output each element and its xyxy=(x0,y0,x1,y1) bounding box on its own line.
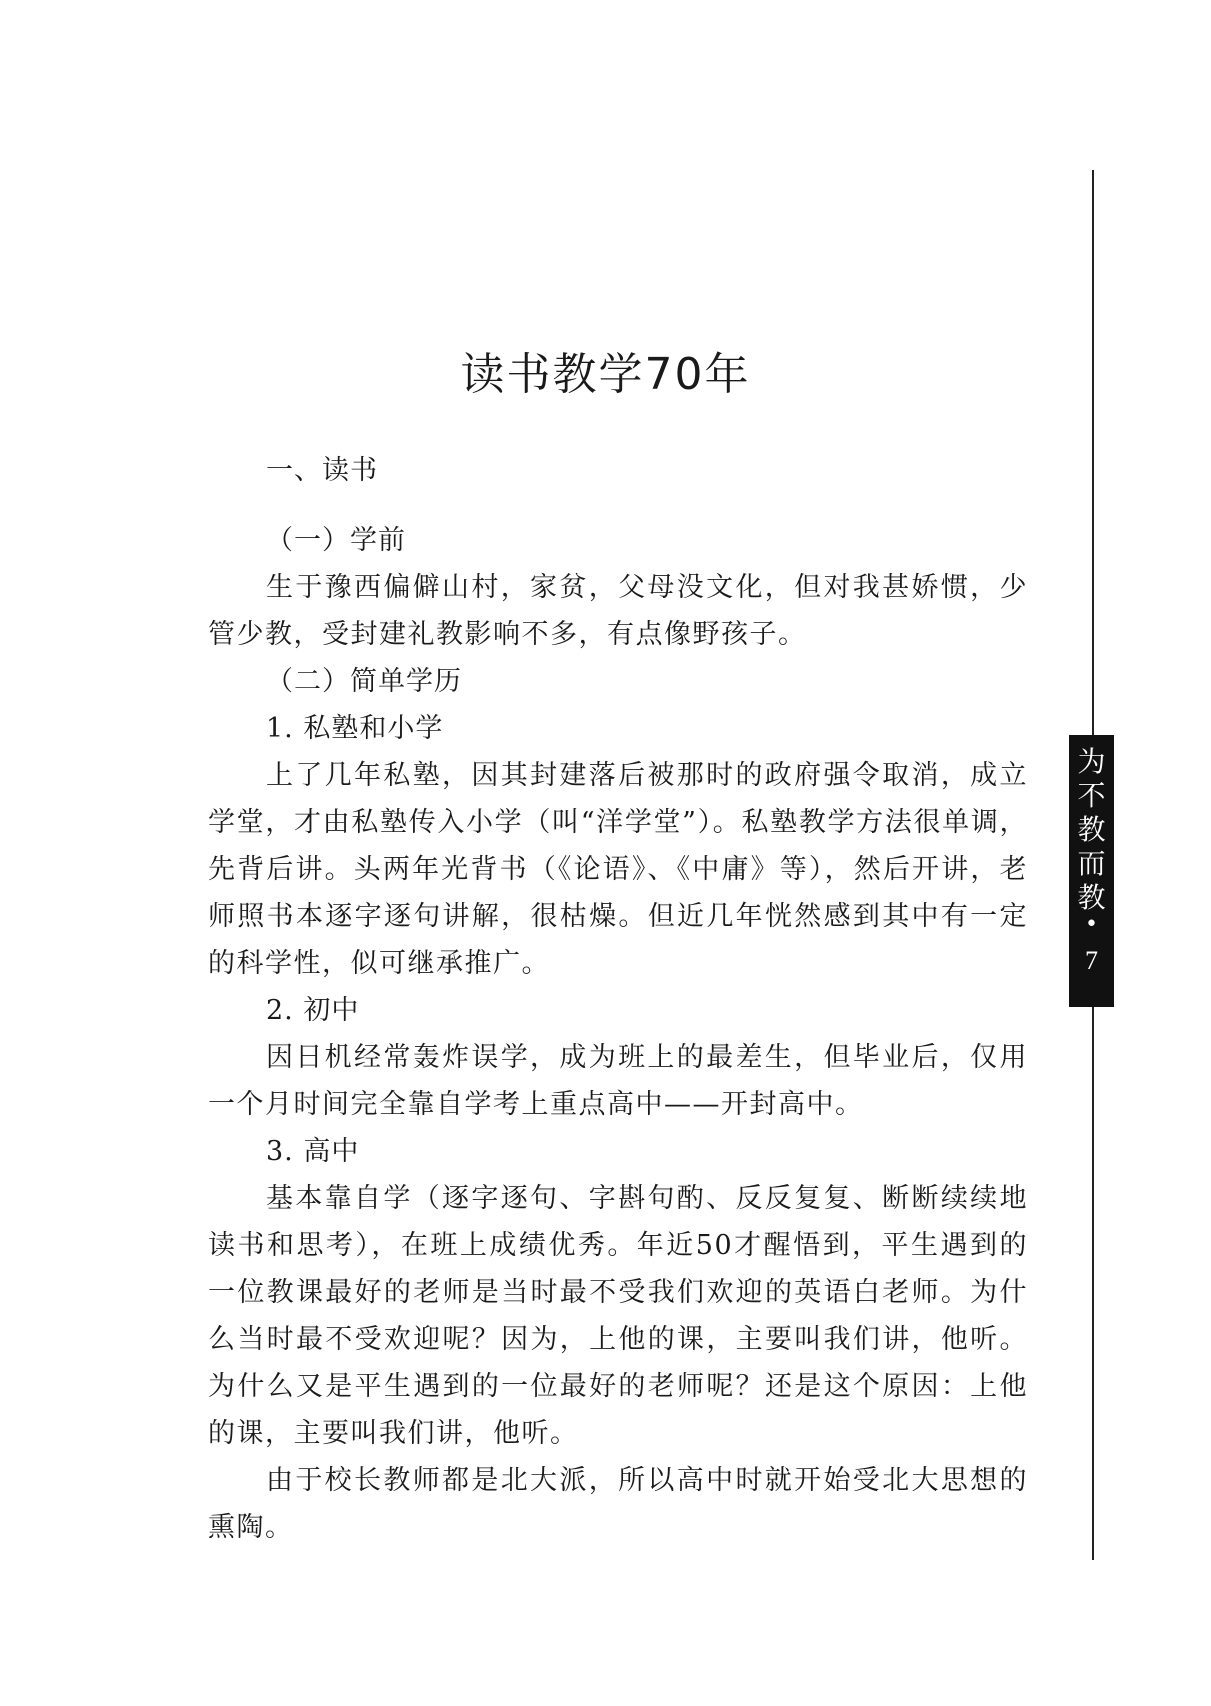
side-tab-char: 不 xyxy=(1077,779,1106,812)
section-heading: 一、读书 xyxy=(266,455,378,486)
page-number: 7 xyxy=(1085,946,1098,975)
page-title: 读书教学70年 xyxy=(460,349,751,400)
subsection-heading: （一）学前 xyxy=(266,525,406,556)
side-tab-dot: • xyxy=(1085,912,1098,937)
side-tab xyxy=(1069,735,1114,1007)
side-tab-char: 为 xyxy=(1077,745,1106,778)
item-heading: 1. 私塾和小学 xyxy=(266,713,444,744)
side-tab-char: 而 xyxy=(1077,847,1106,880)
body-text xyxy=(208,447,1028,1551)
subsection-heading: （二）简单学历 xyxy=(266,666,462,697)
item-heading: 2. 初中 xyxy=(266,995,360,1026)
paragraph: 因日机经常轰炸误学，成为班上的最差生，但毕业后，仅用一个月时间完全靠自学考上重点高中——开封高中。 xyxy=(208,1042,1028,1120)
paragraph: 由于校长教师都是北大派，所以高中时就开始受北大思想的熏陶。 xyxy=(208,1465,1028,1543)
paragraph: 基本靠自学（逐字逐句、字斟句酌、反反复复、断断续续地读书和思考），在班上成绩优秀。年近50才醒悟到，平生遇到的一位教课最好的老师是当时最不受我们欢迎的英语白老师。为什么当时最不受欢迎呢？因为，上他的课，主要叫我们讲，他听。为什么又是平生遇到的一位最好的老师呢？还是这个原因：上他的课，主要叫我们讲，他听。 xyxy=(208,1183,1028,1449)
side-tab-char: 教 xyxy=(1077,813,1106,846)
item-heading: 3. 高中 xyxy=(266,1136,360,1167)
paragraph: 上了几年私塾，因其封建落后被那时的政府强令取消，成立学堂，才由私塾传入小学（叫“洋学堂”）。私塾教学方法很单调，先背后讲。头两年光背书（《论语》、《中庸》等），然后开讲，老师照书本逐字逐句讲解，很枯燥。但近几年恍然感到其中有一定的科学性，似可继承推广。 xyxy=(208,760,1028,979)
side-tab-char: 教 xyxy=(1077,881,1106,914)
paragraph: 生于豫西偏僻山村，家贫，父母没文化，但对我甚娇惯，少管少教，受封建礼教影响不多，有点像野孩子。 xyxy=(208,572,1028,650)
